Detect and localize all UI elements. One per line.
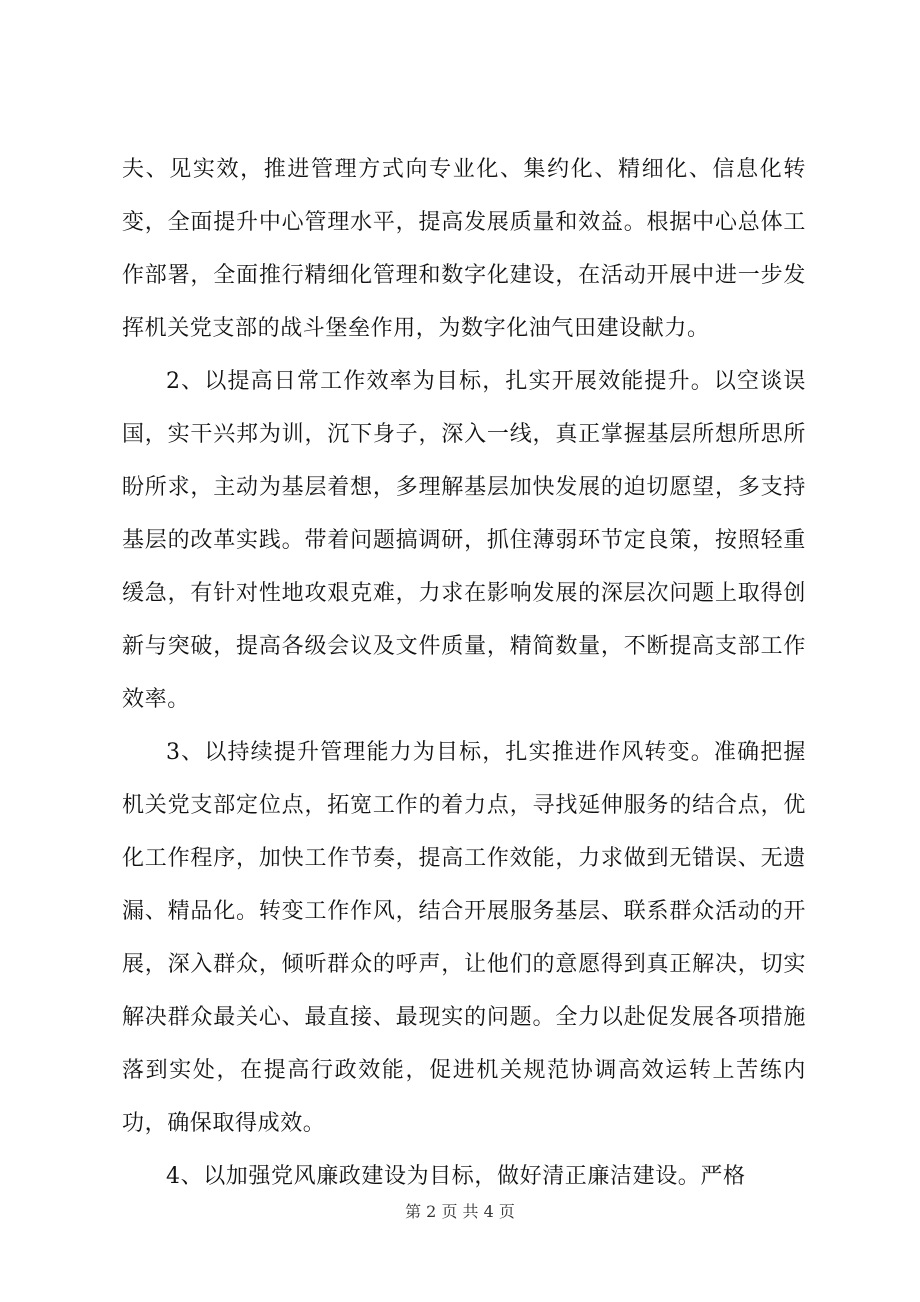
paragraph-1: 夫、见实效，推进管理方式向专业化、集约化、精细化、信息化转变，全面提升中心管理水平，提高发展质量和效益。根据中心总体工作部署，全面推行精细化管理和数字化建设，在活动开展中进一步发挥机关党支部的战斗堡垒作用，为数字化油气田建设献力。 bbox=[122, 157, 806, 341]
paragraph-3: 3、以持续提升管理能力为目标，扎实推进作风转变。准确把握机关党支部定位点，拓宽工作的着力点，寻找延伸服务的结合点，优化工作程序，加快工作节奏，提高工作效能，力求做到无错误、无遗漏、精品化。转变工作作风，结合开展服务基层、联系群众活动的开展，深入群众，倾听群众的呼声，让他们的意愿得到真正解决，切实解决群众最关心、最直接、最现实的问题。全力以赴促发展各项措施落到实处，在提高行政效能，促进机关规范协调高效运转上苦练内功，确保取得成效。 bbox=[122, 740, 806, 1136]
paragraph-4: 4、以加强党风廉政建设为目标，做好清正廉洁建设。严格 bbox=[166, 1164, 746, 1189]
document-body bbox=[122, 143, 806, 1203]
paragraph-2: 2、以提高日常工作效率为目标，扎实开展效能提升。以空谈误国，实干兴邦为训，沉下身子，深入一线，真正掌握基层所想所思所盼所求，主动为基层着想，多理解基层加快发展的迫切愿望，多支持基层的改革实践。带着问题搞调研，抓住薄弱环节定良策，按照轻重缓急，有针对性地攻艰克难，力求在影响发展的深层次问题上取得创新与突破，提高各级会议及文件质量，精简数量，不断提高支部工作效率。 bbox=[122, 369, 806, 712]
page-number-footer: 第 2 页 共 4 页 bbox=[405, 1202, 515, 1221]
